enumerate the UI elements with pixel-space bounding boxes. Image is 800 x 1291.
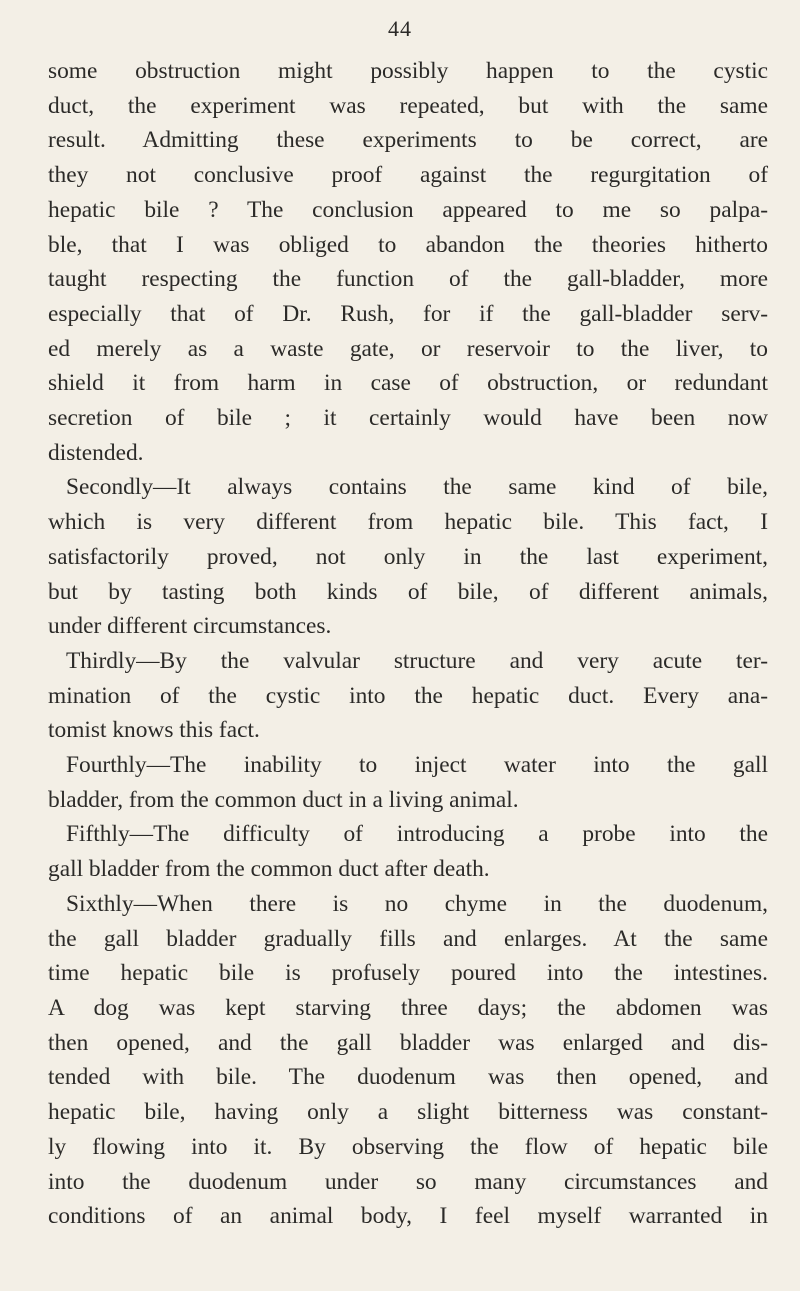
text-line: bladder, from the common duct in a living animal. (48, 786, 519, 813)
text-line: Fourthly—The inability to inject water into the gall (66, 752, 768, 779)
text-line: some obstruction might possibly happen to the cystic (48, 58, 768, 84)
text-line: Secondly—It always contains the same kind of bile, (66, 474, 768, 501)
text-line: they not conclusive proof against the regurgitation of (48, 162, 768, 189)
text-line: result. Admitting these experiments to be correct, are (48, 127, 768, 154)
text-line: duct, the experiment was repeated, but with the same (48, 92, 768, 119)
text-line: which is very different from hepatic bile. This fact, I (48, 509, 768, 536)
text-line: especially that of Dr. Rush, for if the gall-bladder serv- (48, 300, 768, 327)
page-number: 44 (388, 16, 412, 41)
body-text (48, 54, 768, 1234)
text-line: tended with bile. The duodenum was then opened, and (48, 1064, 768, 1091)
text-line: mination of the cystic into the hepatic duct. Every ana- (48, 682, 768, 709)
text-line: tomist knows this fact. (48, 717, 260, 744)
text-line: distended. (48, 439, 144, 466)
text-line: time hepatic bile is profusely poured into the intestines. (48, 960, 768, 987)
text-line: into the duodenum under so many circumstances and (48, 1168, 768, 1195)
text-line: shield it from harm in case of obstruction, or redundant (48, 370, 768, 397)
text-line: Fifthly—The difficulty of introducing a probe into the (66, 821, 768, 848)
text-line: taught respecting the function of the gall-bladder, more (48, 266, 768, 293)
text-line: but by tasting both kinds of bile, of different animals, (48, 578, 768, 605)
text-line: ble, that I was obliged to abandon the theories hitherto (48, 231, 768, 258)
text-line: ed merely as a waste gate, or reservoir to the liver, to (48, 335, 768, 362)
text-line: conditions of an animal body, I feel myself warranted in (48, 1203, 768, 1230)
text-line: ly flowing into it. By observing the flow of hepatic bile (48, 1133, 768, 1160)
text-line: Sixthly—When there is no chyme in the duodenum, (66, 890, 768, 917)
text-line: A dog was kept starving three days; the abdomen was (48, 994, 768, 1021)
text-line: Thirdly—By the valvular structure and very acute ter- (66, 647, 768, 674)
text-line: satisfactorily proved, not only in the last experiment, (48, 543, 768, 570)
text-line: then opened, and the gall bladder was enlarged and dis- (48, 1029, 768, 1056)
text-line: hepatic bile, having only a slight bitterness was constant- (48, 1099, 768, 1126)
text-line: hepatic bile ? The conclusion appeared to me so palpa- (48, 196, 768, 223)
text-line: secretion of bile ; it certainly would have been now (48, 405, 768, 432)
text-line: the gall bladder gradually fills and enlarges. At the same (48, 925, 768, 952)
text-line: gall bladder from the common duct after death. (48, 856, 490, 883)
text-line: under different circumstances. (48, 613, 332, 640)
